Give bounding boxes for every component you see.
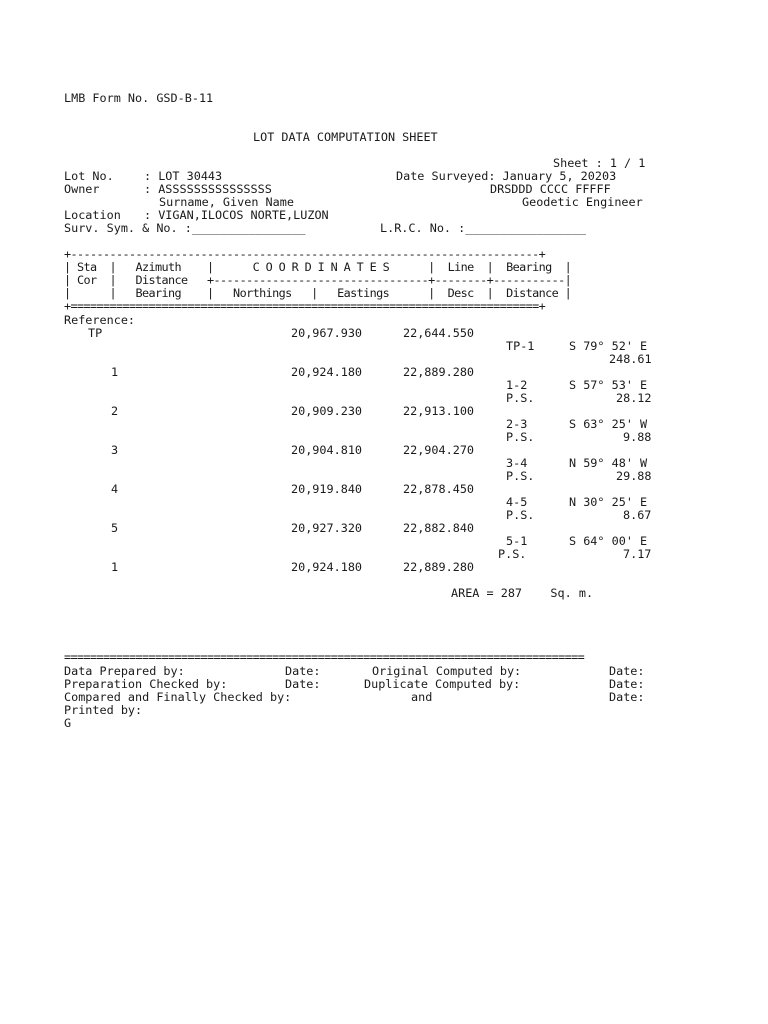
date-label: Date: [285,677,321,691]
sheet-count: Sheet : 1 / 1 [553,156,646,170]
compared-finally-checked-by: Compared and Finally Checked by: [64,690,292,704]
duplicate-computed-by: Duplicate Computed by: [364,677,521,691]
printed-by: Printed by: [64,703,143,717]
line-desc: 3-4 [506,456,528,470]
northing-value: 20,919.840 [291,482,363,496]
line-bearing: S 63° 25' W [569,417,648,431]
easting-value: 22,913.100 [403,404,475,418]
line-desc: 2-3 [506,417,528,431]
station-id: 1 [111,560,119,574]
line-distance: 29.88 [616,469,652,483]
engineer-name: DRSDDD CCCC FFFFF [490,182,611,196]
date-surveyed: Date Surveyed: January 5, 20203 [396,169,617,183]
printer-initial: G [64,716,72,730]
line-bearing: N 30° 25' E [569,495,648,509]
table-header-row-2: | Cor | Distance +---------------------------------+--------+-----------| [64,274,572,287]
easting-value: 22,889.280 [403,365,475,379]
line-distance: 248.61 [609,352,652,366]
reference-label: Reference: [64,313,136,327]
location-value: : VIGAN,ILOCOS NORTE,LUZON [144,208,329,222]
line-bearing: S 64° 00' E [569,534,648,548]
easting-value: 22,882.840 [403,521,475,535]
table-header-row-3: | | Bearing | Northings | Eastings | Desc | Distance | [64,287,572,300]
engineer-title: Geodetic Engineer [522,195,643,209]
station-id: 4 [111,482,119,496]
surv-sym-field: Surv. Sym. & No. :________________ [64,221,306,235]
original-computed-by: Original Computed by: [372,664,522,678]
line-desc: TP-1 [506,339,535,353]
lrc-no-field: L.R.C. No. :_________________ [380,221,586,235]
easting-value: 22,878.450 [403,482,475,496]
northing-value: 20,927.320 [291,521,363,535]
table-border-bottom: +========================================================================+ [64,300,546,313]
table-border-top: +------------------------------------------------------------------------+ [64,248,546,261]
northing-value: 20,909.230 [291,404,363,418]
date-label: Date: [285,664,321,678]
easting-value: 22,889.280 [403,560,475,574]
preparation-checked-by: Preparation Checked by: [64,677,228,691]
line-distance: 28.12 [616,391,652,405]
line-desc: 5-1 [506,534,528,548]
form-number: LMB Form No. GSD-B-11 [64,91,214,105]
line-distance: 9.88 [623,430,652,444]
line-ps: P.S. [506,391,535,405]
station-id: TP [88,326,103,340]
northing-value: 20,904.810 [291,443,363,457]
station-id: 5 [111,521,119,535]
station-id: 2 [111,404,119,418]
northing-value: 20,967.930 [291,326,363,340]
line-ps: P.S. [506,430,535,444]
line-desc: 4-5 [506,495,528,509]
and-label: and [411,690,433,704]
line-desc: 1-2 [506,378,528,392]
line-bearing: N 59° 48' W [569,456,648,470]
footer-separator: ================================================================================ [64,651,585,664]
data-prepared-by: Data Prepared by: [64,664,185,678]
easting-value: 22,904.270 [403,443,475,457]
table-header-row-1: | Sta | Azimuth | C O O R D I N A T E S | Line | Bearing | [64,261,572,274]
lot-value: : LOT 30443 [144,169,223,183]
area-total: AREA = 287 Sq. m. [451,586,594,600]
station-id: 1 [111,365,119,379]
northing-value: 20,924.180 [291,560,363,574]
line-ps: P.S. [506,508,535,522]
owner-value: : ASSSSSSSSSSSSSSS [144,182,272,196]
sheet-title: LOT DATA COMPUTATION SHEET [253,130,438,144]
line-bearing: S 79° 52' E [569,339,648,353]
owner-hint: Surname, Given Name [159,195,294,209]
line-distance: 7.17 [623,547,652,561]
date-label: Date: [609,664,645,678]
date-label: Date: [609,677,645,691]
line-ps: P.S. [498,547,527,561]
line-ps: P.S. [506,469,535,483]
easting-value: 22,644.550 [403,326,475,340]
location-label: Location [64,208,121,222]
line-distance: 8.67 [623,508,652,522]
owner-label: Owner [64,182,100,196]
line-bearing: S 57° 53' E [569,378,648,392]
lot-label: Lot No. [64,169,114,183]
station-id: 3 [111,443,119,457]
date-label: Date: [609,690,645,704]
northing-value: 20,924.180 [291,365,363,379]
